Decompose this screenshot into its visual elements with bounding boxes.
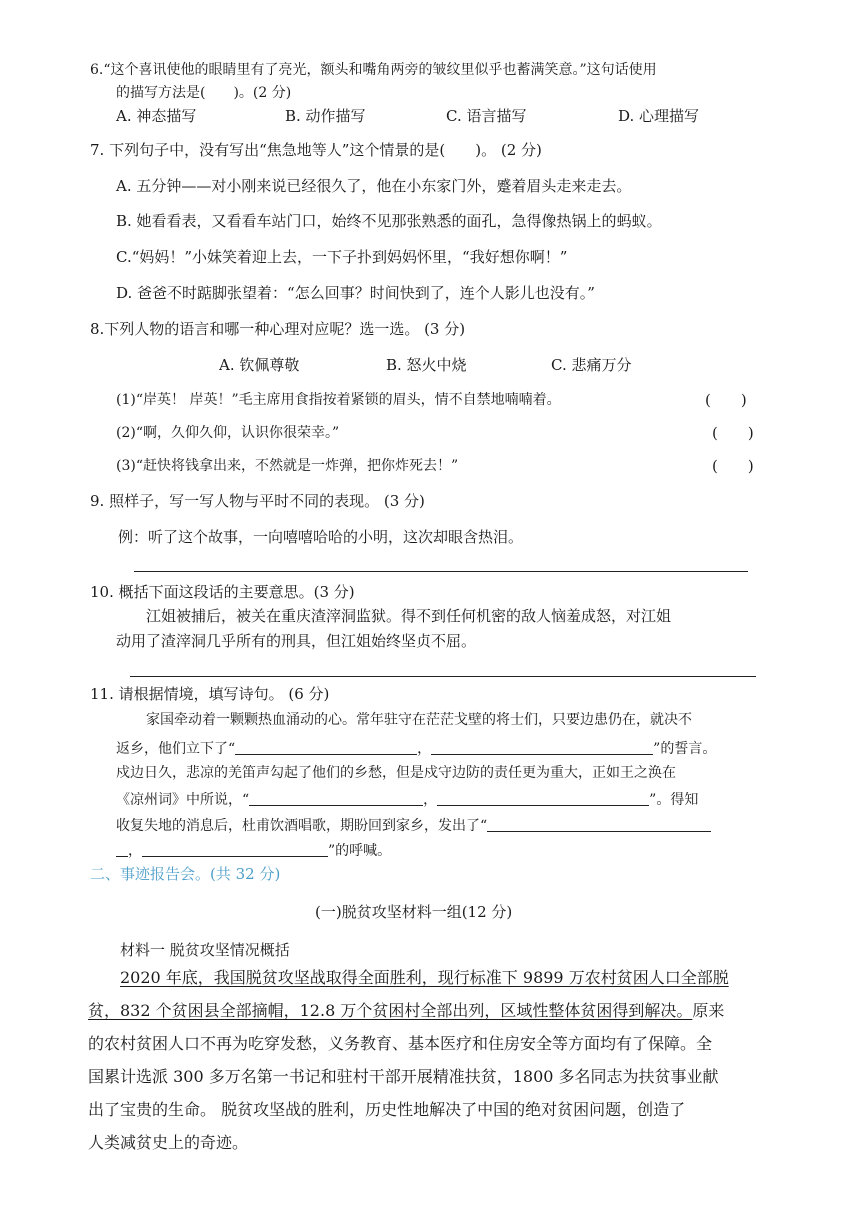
q10-stem: 10. 概括下面这段话的主要意思。(3 分) [90,583,355,601]
q11-line2-text-a: 返乡，他们立下了“ [116,741,236,757]
q7-stem: 7. 下列句子中，没有写出“焦急地等人”这个情景的是( )。 (2 分) [90,141,542,159]
q11-line5 [116,817,711,833]
q9-stem: 9. 照样子，写一写人物与平时不同的表现。 (3 分) [90,492,425,510]
q7-option-c: C.“妈妈！”小妹笑着迎上去，一下子扑到妈妈怀里，“我好想你啊！” [116,248,568,266]
poem-blank-2[interactable] [431,740,653,755]
q8-item-1: (1)“岸英！ 岸英！”毛主席用食指按着紧锁的眉头，情不自禁地喃喃着。 [116,392,561,408]
q7-option-b: B. 她看看表，又看看车站门口，始终不见那张熟悉的面孔，急得像热锅上的蚂蚁。 [116,212,662,230]
q11-line5-text: 收复失地的消息后，杜甫饮酒唱歌，期盼回到家乡，发出了“ [116,818,488,834]
q6-stem-line1: 6.“这个喜讯使他的眼睛里有了亮光，额头和嘴角两旁的皱纹里似乎也蓄满笑意。”这句话使用 [90,62,657,78]
q11-line4 [116,791,698,807]
q11-stem: 11. 请根据情境，填写诗句。 (6 分) [90,685,330,703]
q8-stem: 8.下列人物的语言和哪一种心理对应呢？选一选。 (3 分) [90,320,466,338]
material-1-line4: 国累计选派 300 多万名第一书记和驻村干部开展精准扶贫，1800 多名同志为扶贫事业献 [88,1067,719,1086]
q8-item-2: (2)“啊，久仰久仰，认识你很荣幸。” [116,425,340,441]
q6-stem-line2: 的描写方法是( )。(2 分) [116,85,292,101]
q11-line4-text-b: ， [423,792,438,808]
poem-blank-1[interactable] [235,740,417,755]
q8-answer-paren-1[interactable]: ( ) [705,391,747,409]
q10-passage-line2: 动用了渣滓洞几乎所有的刑具，但江姐始终坚贞不屈。 [116,632,477,650]
q11-line2-text-c: ”的誓言。 [653,741,717,757]
poem-blank-5[interactable] [487,817,711,832]
q11-line2 [116,740,716,756]
poem-blank-6[interactable] [142,842,328,857]
q11-line6 [116,842,391,858]
material-1-line1-underlined: 2020 年底，我国脱贫攻坚战取得全面胜利，现行标准下 9899 万农村贫困人口全部脱 [120,968,729,987]
q11-line4-text-c: ”。得知 [649,792,699,808]
q10-answer-line[interactable] [130,676,756,677]
q8-item-3: (3)“赶快将钱拿出来，不然就是一炸弹，把你炸死去！” [116,458,459,474]
q8-answer-paren-2[interactable]: ( ) [712,424,754,442]
q7-option-d: D. 爸爸不时踮脚张望着：“怎么回事？时间快到了，连个人影儿也没有。” [116,284,595,302]
q11-line2-text-b: ， [417,741,432,757]
material-1-line6: 人类减贫史上的奇迹。 [88,1133,249,1152]
q9-answer-line[interactable] [134,571,748,572]
material-1-line2 [88,1003,724,1019]
section-2-title: 二、事迹报告会。(共 32 分) [90,865,281,883]
q11-line3: 戍边日久，悲凉的羌笛声勾起了他们的乡愁，但是戍守边防的责任更为重大，正如王之涣在 [116,765,676,781]
poem-blank-5-cont[interactable] [116,842,128,857]
q8-choice-b: B. 怒火中烧 [386,356,467,374]
q7-option-a: A. 五分钟——对小刚来说已经很久了，他在小东家门外，蹙着眉头走来走去。 [116,177,632,195]
q8-answer-paren-3[interactable]: ( ) [712,457,754,475]
q8-choice-c: C. 悲痛万分 [551,356,632,374]
material-1-line5: 出了宝贵的生命。 脱贫攻坚战的胜利，历史性地解决了中国的绝对贫困问题，创造了 [88,1100,686,1119]
poem-blank-4[interactable] [437,791,649,806]
q6-option-b: B. 动作描写 [285,107,366,125]
q10-passage-line1: 江姐被捕后，被关在重庆渣滓洞监狱。得不到任何机密的敌人恼羞成怒，对江姐 [146,607,672,625]
q6-option-a: A. 神态描写 [116,107,197,125]
q11-line4-text-a: 《凉州词》中所说，“ [116,792,250,808]
q11-line6-text-b: ”的呼喊。 [328,843,392,859]
material-1-line2-underlined: 贫，832 个贫困县全部摘帽，12.8 万个贫困村全部出列，区域性整体贫困得到解决。 [88,1001,693,1020]
material-1-line3: 的农村贫困人口不再为吃穿发愁，义务教育、基本医疗和住房安全等方面均有了保障。全 [88,1034,713,1053]
q9-example: 例：听了这个故事，一向嘻嘻哈哈的小明，这次却眼含热泪。 [118,528,524,546]
q6-option-d: D. 心理描写 [618,107,700,125]
section-2-subtitle: (一)脱贫攻坚材料一组(12 分) [315,903,513,921]
poem-blank-3[interactable] [249,791,423,806]
q11-line6-text-a: ， [128,843,142,859]
material-1-line2-rest: 原来 [692,1001,725,1020]
q8-choice-a: A. 钦佩尊敬 [219,356,300,374]
q11-line1: 家国牵动着一颗颗热血涌动的心。常年驻守在茫茫戈壁的将士们，只要边患仍在，就决不 [146,712,692,728]
material-1-line1 [120,970,729,986]
material-1-title: 材料一 脱贫攻坚情况概括 [120,941,290,959]
q6-option-c: C. 语言描写 [446,107,527,125]
